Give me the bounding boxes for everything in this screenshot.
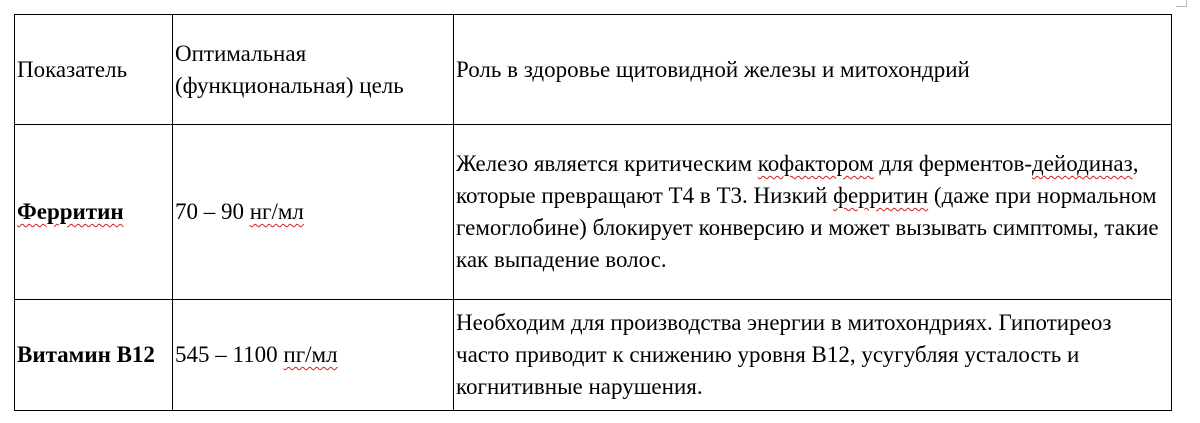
table-row — [15, 125, 1172, 300]
param-name-cell — [15, 300, 173, 411]
role-text: Железо является критическим — [456, 151, 758, 176]
param-name-cell — [15, 125, 173, 300]
role-cell — [454, 125, 1172, 300]
table-header-row — [15, 15, 1172, 125]
role-term: кофактором — [757, 151, 874, 176]
role-cell — [454, 300, 1172, 411]
header-indicator: Показатель — [15, 15, 173, 125]
page-corner-mark — [1176, 0, 1187, 7]
header-role: Роль в здоровье щитовидной железы и митохондрий — [454, 15, 1172, 125]
role-text: Необходим для производства энергии в митохондриях. Гипотиреоз часто приводит к снижению уровня B12, усугубляя усталость и когнитивные нарушения. — [456, 310, 1112, 399]
role-text: для ферментов- — [873, 151, 1033, 176]
header-optimal-target: Оптимальная (функциональная) цель — [173, 15, 454, 125]
role-term: ферритин — [833, 183, 929, 208]
biomarker-table — [14, 14, 1172, 411]
target-unit: пг/мл — [283, 342, 338, 367]
target-unit: нг/мл — [249, 199, 304, 224]
param-name: Витамин В12 — [17, 342, 155, 367]
table-row — [15, 300, 1172, 411]
target-cell — [173, 300, 454, 411]
target-value: 545 – 1100 — [175, 342, 278, 367]
param-name: Ферритин — [17, 199, 124, 224]
role-text: , которые превращают Т4 в Т3. Низкий — [456, 151, 1139, 208]
role-text: (даже при нормальном гемоглобине) блокирует конверсию и может вызывать симптомы, такие как выпадение волос. — [456, 183, 1159, 272]
target-value: 70 – 90 — [175, 199, 244, 224]
role-term: дейодиназ — [1032, 151, 1133, 176]
target-cell — [173, 125, 454, 300]
